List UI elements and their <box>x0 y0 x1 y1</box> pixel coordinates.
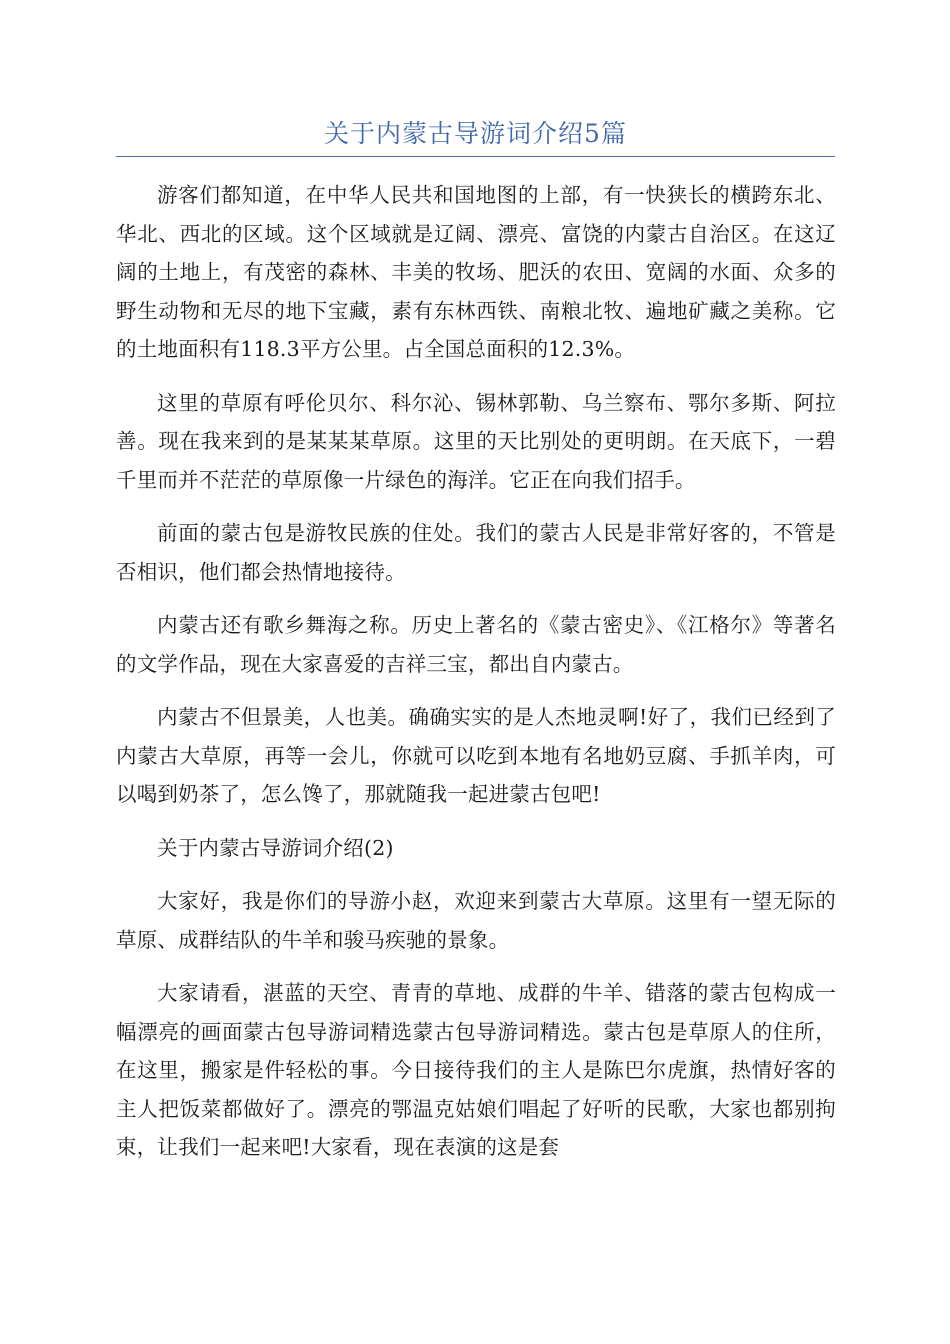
paragraph-4: 内蒙古还有歌乡舞海之称。历史上著名的《蒙古密史》、《江格尔》等著名的文学作品，现在大家喜爱的吉祥三宝，都出自内蒙古。 <box>116 613 836 676</box>
paragraph-6: 大家好，我是你们的导游小赵，欢迎来到蒙古大草原。这里有一望无际的草原、成群结队的牛羊和骏马疾驰的景象。 <box>116 889 836 952</box>
paragraph-5: 内蒙古不但景美，人也美。确确实实的是人杰地灵啊!好了，我们已经到了内蒙古大草原，再等一会儿，你就可以吃到本地有名地奶豆腐、手抓羊肉，可以喝到奶茶了，怎么馋了，那就随我一起进蒙古包吧! <box>116 705 836 806</box>
section-heading-2: 关于内蒙古导游词介绍(2) <box>157 835 394 860</box>
title-block <box>116 112 835 157</box>
paragraph-2: 这里的草原有呼伦贝尔、科尔沁、锡林郭勒、乌兰察布、鄂尔多斯、阿拉善。现在我来到的是某某某草原。这里的天比别处的更明朗。在天底下，一碧千里而并不茫茫的草原像一片绿色的海洋。它正在向我们招手。 <box>116 390 836 492</box>
paragraph-1: 游客们都知道，在中华人民共和国地图的上部，有一快狭长的横跨东北、华北、西北的区域。这个区域就是辽阔、漂亮、富饶的内蒙古自治区。在这辽阔的土地上，有茂密的森林、丰美的牧场、肥沃的农田、宽阔的水面、众多的野生动物和无尽的地下宝藏，素有东林西铁、南粮北牧、遍地矿藏之美称。它的土地面积有118.3平方公里。占全国总面积的12.3%。 <box>116 183 836 361</box>
document-body <box>116 176 836 1182</box>
paragraph-7: 大家请看，湛蓝的天空、青青的草地、成群的牛羊、错落的蒙古包构成一幅漂亮的画面蒙古包导游词精选蒙古包导游词精选。蒙古包是草原人的住所，在这里，搬家是件轻松的事。今日接待我们的主人是陈巴尔虎旗，热情好客的主人把饭菜都做好了。漂亮的鄂温克姑娘们唱起了好听的民歌，大家也都别拘束，让我们一起来吧!大家看，现在表演的这是套 <box>116 981 836 1159</box>
paragraph-3: 前面的蒙古包是游牧民族的住处。我们的蒙古人民是非常好客的，不管是否相识，他们都会热情地接待。 <box>116 521 836 584</box>
document-title: 关于内蒙古导游词介绍5篇 <box>324 119 627 148</box>
